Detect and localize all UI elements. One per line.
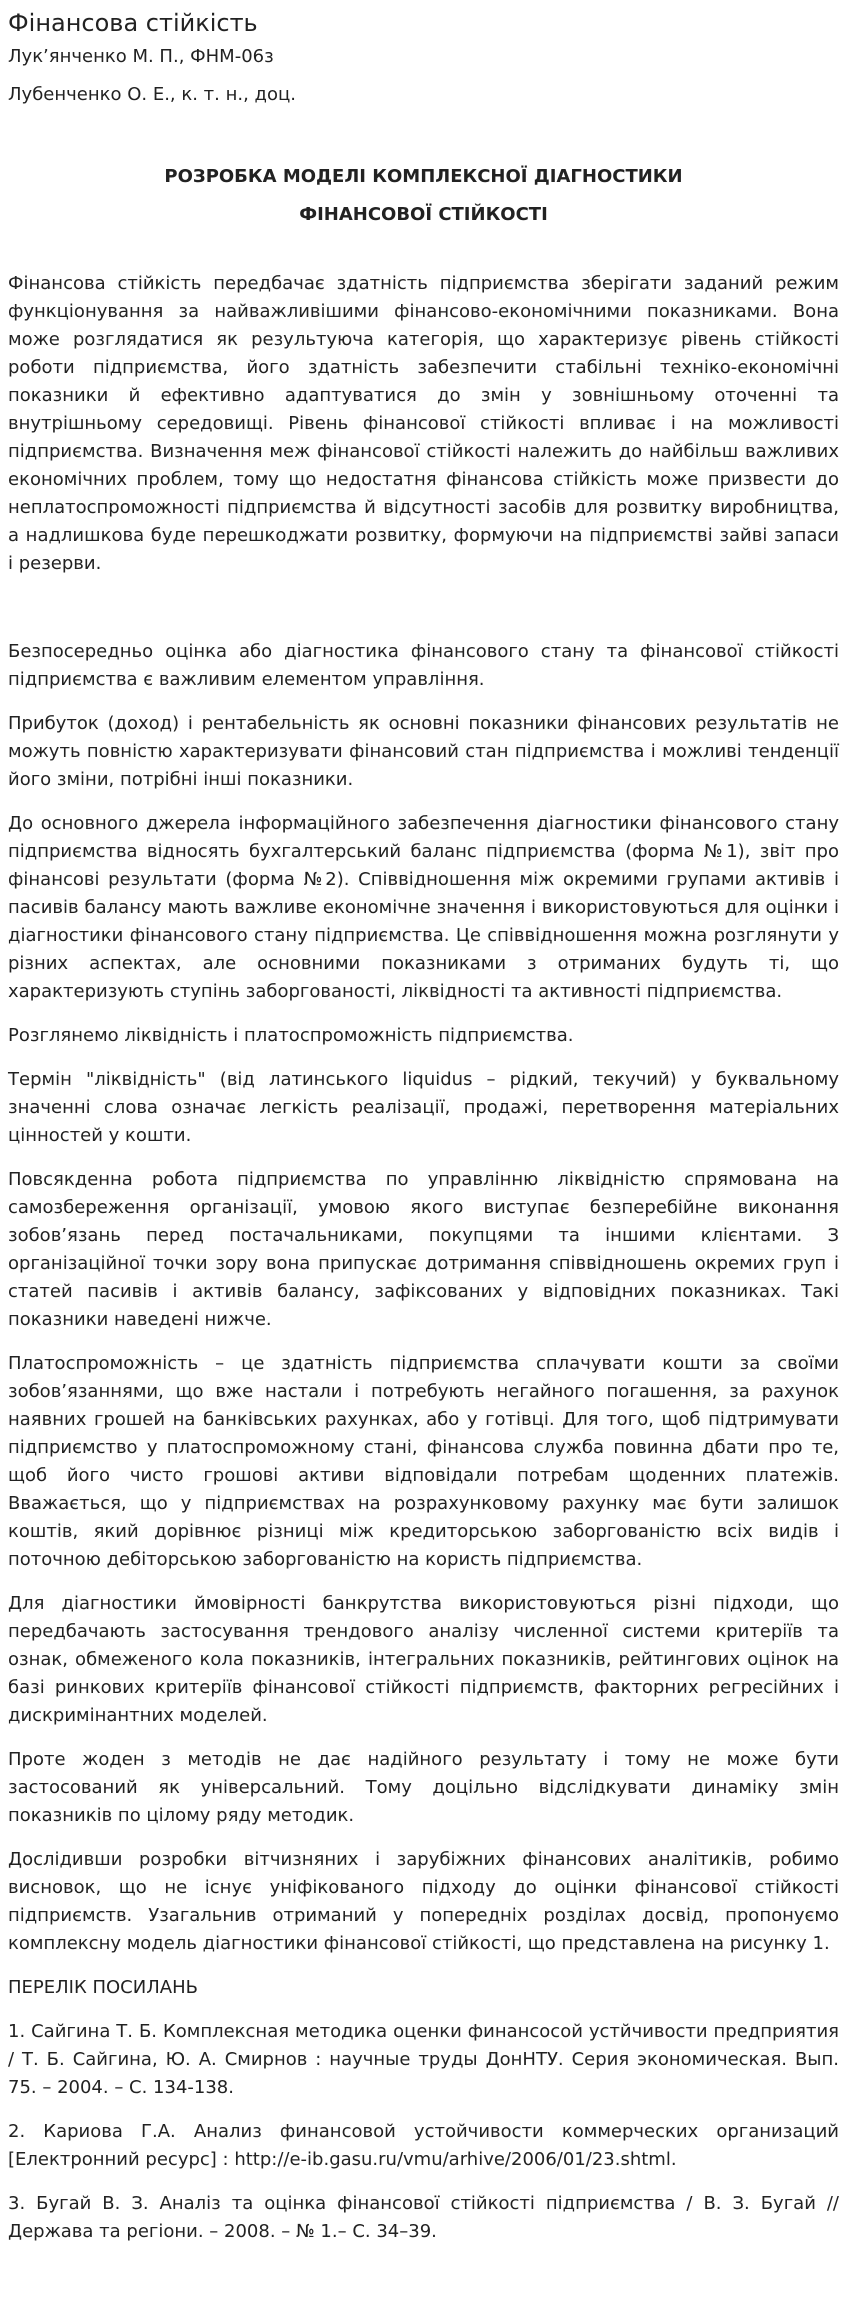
article-body bbox=[8, 270, 839, 2262]
reference-item: 2. Кариова Г.А. Анализ финансовой устойчивости коммерческих организаций [Електронний ресурс] : http://e-ib.gasu.ru/vmu/arhive/2006/01/23.shtml. bbox=[8, 2121, 839, 2170]
paragraph: Повсякденна робота підприємства по управлінню ліквідністю спрямована на самозбереження організації, умовою якого виступає безперебійне виконання зобов’язань перед постачальниками, покупцями та іншими клієнтами. З організаційної точки зору вона припускає дотримання співвідношень окремих груп і статей пасивів і активів балансу, зафіксованих у відповідних показниках. Такі показники наведені нижче. bbox=[8, 1169, 839, 1330]
paragraph: Дослідивши розробки вітчизняних і зарубіжних фінансових аналітиків, робимо висновок, що не існує уніфікованого підходу до оцінки фінансової стійкості підприємств. Узагальнив отриманий у попередніх розділах досвід, пропонуємо комплексну модель діагностики фінансової стійкості, що представлена на рисунку 1. bbox=[8, 1849, 839, 1954]
article-title bbox=[8, 158, 839, 234]
title-line-1: РОЗРОБКА МОДЕЛІ КОМПЛЕКСНОЇ ДІАГНОСТИКИ bbox=[164, 166, 683, 187]
author-line-1: Лук’янченко М. П., ФНМ-06з bbox=[8, 46, 274, 67]
reference-item: 1. Сайгина Т. Б. Комплексная методика оценки финансосой устйчивости предприятия / Т. Б. Сайгина, Ю. А. Смирнов : научные труды ДонНТУ. Серия экономическая. Вып. 75. – 2004. – С. 134-138. bbox=[8, 2021, 839, 2098]
paragraph: Термін "ліквідність" (від латинського liquidus – рідкий, текучий) у буквальному значенні слова означає легкість реалізації, продажі, перетворення матеріальних цінностей у кошти. bbox=[8, 1069, 839, 1146]
references-heading: ПЕРЕЛІК ПОСИЛАНЬ bbox=[8, 1977, 198, 1998]
paragraph: Проте жоден з методів не дає надійного результату і тому не може бути застосований як універсальний. Тому доцільно відслідкувати динаміку змін показників по цілому ряду методик. bbox=[8, 1749, 839, 1826]
paragraph: Платоспроможність – це здатність підприємства сплачувати кошти за своїми зобов’язаннями, що вже настали і потребують негайного погашення, за рахунок наявних грошей на банківських рахунках, або у готівці. Для того, щоб підтримувати підприємство у платоспроможному стані, фінансова служба повинна дбати про те, щоб його чисто грошові активи відповідали потребам щоденних платежів. Вважається, що у підприємствах на розрахунковому рахунку має бути залишок коштів, який дорівнює різниці між кредиторською заборгованістю всіх видів і поточною дебіторською заборгованістю на користь підприємства. bbox=[8, 1353, 839, 1570]
paragraph: Розглянемо ліквідність і платоспроможність підприємства. bbox=[8, 1025, 574, 1046]
rubric-heading: Фінансова стійкість bbox=[8, 9, 258, 37]
paragraph: Фінансова стійкість передбачає здатність підприємства зберігати заданий режим функціонування за найважливішими фінансово-економічними показниками. Вона може розглядатися як результуюча категорія, що характеризує рівень стійкості роботи підприємства, його здатність забезпечити стабільні техніко-економічні показники й ефективно адаптуватися до змін у зовнішньому оточенні та внутрішньому середовищі. Рівень фінансової стійкості впливає і на можливості підприємства. Визначення меж фінансової стійкості належить до найбільш важливих економічних проблем, тому що недостатня фінансова стійкість може призвести до неплатоспроможності підприємства й відсутності засобів для розвитку виробництва, а надлишкова буде перешкоджати розвитку, формуючи на підприємстві зайві запаси і резерви. bbox=[8, 273, 839, 574]
paragraph: Прибуток (доход) і рентабельність як основні показники фінансових результатів не можуть повністю характеризувати фінансовий стан підприємства і можливі тенденції його зміни, потрібні інші показники. bbox=[8, 713, 839, 790]
reference-item: 3. Бугай В. З. Аналіз та оцінка фінансової стійкості підприємства / В. З. Бугай // Держава та регіони. – 2008. – № 1.– С. 34–39. bbox=[8, 2193, 839, 2242]
paragraph: Безпосередньо оцінка або діагностика фінансового стану та фінансової стійкості підприємства є важливим елементом управління. bbox=[8, 641, 839, 690]
author-line-2: Лубенченко О. Е., к. т. н., доц. bbox=[8, 84, 296, 105]
title-line-2: ФІНАНСОВОЇ СТІЙКОСТІ bbox=[299, 204, 548, 225]
paragraph: Для діагностики ймовірності банкрутства використовуються різні підходи, що передбачають застосування трендового аналізу численної системи критеріїв та ознак, обмеженого кола показників, інтегральних показників, рейтингових оцінок на базі ринкових критеріїв фінансової стійкості підприємств, факторних регресійних і дискримінантних моделей. bbox=[8, 1593, 839, 1726]
paragraph: До основного джерела інформаційного забезпечення діагностики фінансового стану підприємства відносять бухгалтерський баланс підприємства (форма №1), звіт про фінансові результати (форма №2). Співвідношення між окремими групами активів і пасивів балансу мають важливе економічне значення і використовуються для оцінки і діагностики фінансового стану підприємства. Це співвідношення можна розглянути у різних аспектах, але основними показниками з отриманих будуть ті, що характеризують ступінь заборгованості, ліквідності та активності підприємства. bbox=[8, 813, 839, 1002]
